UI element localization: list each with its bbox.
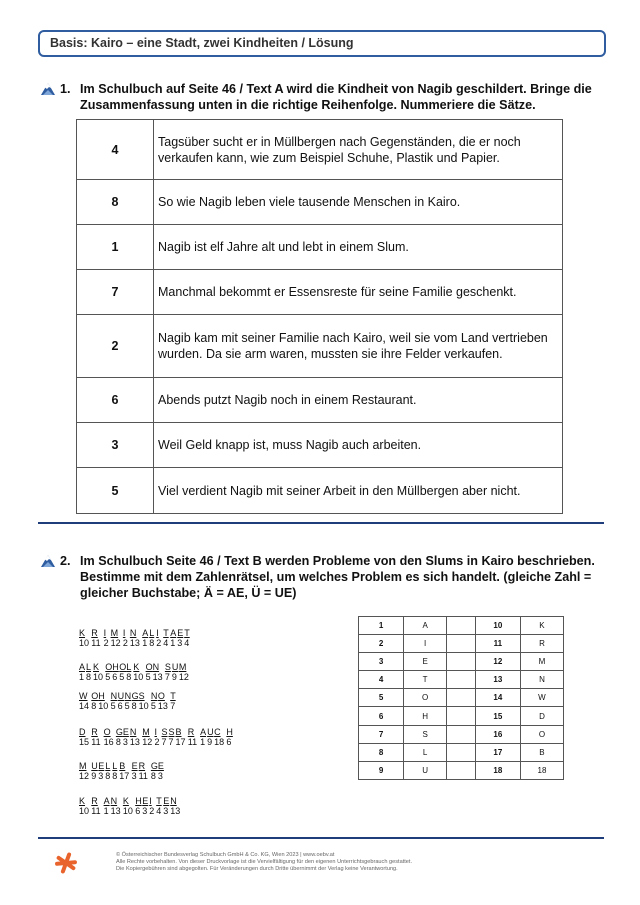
puzzle-number: 11	[91, 806, 101, 816]
puzzle-number: 6	[117, 701, 123, 711]
puzzle-letter: K	[122, 796, 129, 806]
puzzle-number: 6	[112, 672, 118, 682]
task-2-number: 2.	[60, 554, 71, 568]
task-2-instruction: Im Schulbuch Seite 46 / Text B werden Probleme von den Slums in Kairo beschrieben. Bestimme mit dem Zahlenrätsel, um welches Problem es sich handelt. (gleiche Zahl = gleicher Buchstabe; Ä = AE, Ü = UE)	[80, 554, 595, 600]
puzzle-number: 1	[103, 806, 109, 816]
puzzle-letter: S	[161, 727, 168, 737]
puzzle-number: 5	[145, 672, 151, 682]
footer-line-1: © Österreichischer Bundesverlag Schulbuch GmbH & Co. KG, Wien 2023 | www.oebv.at	[116, 852, 335, 858]
footer-line-2: Alle Rechte vorbehalten. Von dieser Druckvorlage ist die Vervielfältigung für den eigenen Unterrichtsgebrauch gestattet.	[116, 859, 413, 865]
puzzle-letter: M	[142, 727, 150, 737]
puzzle-letter: A	[170, 628, 177, 638]
key-number: 10	[475, 617, 520, 635]
key-letter: O	[404, 689, 447, 707]
puzzle-number: 1	[79, 672, 85, 682]
puzzle-letter: A	[79, 662, 86, 672]
puzzle-letter: U	[117, 691, 125, 701]
puzzle-letter: E	[98, 761, 105, 771]
puzzle-number: 9	[91, 771, 97, 781]
puzzle-letter: U	[91, 761, 98, 771]
puzzle-number: 15	[79, 737, 90, 747]
table-row	[77, 315, 563, 378]
key-letter: L	[404, 743, 447, 761]
puzzle-letter: I	[103, 628, 107, 638]
puzzle-number: 7	[164, 672, 170, 682]
puzzle-letter: O	[91, 691, 99, 701]
puzzle-number: 4	[163, 638, 169, 648]
puzzle-number: 3	[177, 638, 183, 648]
puzzle-number: 8	[149, 638, 155, 648]
task-1-number: 1.	[60, 82, 71, 96]
puzzle-number: 1	[200, 737, 206, 747]
key-number: 15	[475, 707, 520, 725]
table-row	[77, 180, 563, 225]
puzzle-number: 2	[156, 638, 162, 648]
puzzle-letter: N	[129, 727, 137, 737]
puzzle-number: 18	[214, 737, 225, 747]
puzzle-number: 1	[170, 638, 176, 648]
puzzle-number: 14	[79, 701, 90, 711]
key-letter: H	[404, 707, 447, 725]
key-empty-cell	[447, 689, 476, 707]
table-row	[77, 225, 563, 270]
mountain-icon	[40, 82, 56, 96]
footer-copyright	[116, 852, 412, 873]
puzzle-number: 7	[168, 737, 174, 747]
puzzle-number: 8	[105, 771, 111, 781]
puzzle-letter: T	[170, 691, 176, 701]
puzzle-letter: A	[142, 628, 149, 638]
puzzle-letter: R	[138, 761, 146, 771]
key-number: 13	[475, 671, 520, 689]
puzzle-number: 9	[207, 737, 213, 747]
puzzle-letter: S	[138, 691, 145, 701]
puzzle-number: 9	[171, 672, 177, 682]
puzzle-number: 4	[156, 806, 162, 816]
puzzle-letter: O	[119, 662, 127, 672]
key-row	[359, 743, 564, 761]
puzzle-letter: B	[119, 761, 126, 771]
puzzle-word	[79, 628, 191, 648]
key-letter: U	[404, 761, 447, 779]
sentence-number: 5	[77, 468, 154, 514]
key-number: 14	[475, 689, 520, 707]
puzzle-number: 5	[105, 672, 111, 682]
key-empty-cell	[447, 671, 476, 689]
task-1	[40, 81, 610, 113]
key-empty-cell	[447, 635, 476, 653]
key-number: 16	[475, 725, 520, 743]
key-row	[359, 725, 564, 743]
key-letter: W	[520, 689, 563, 707]
puzzle-letter: L	[112, 761, 118, 771]
puzzle-letter: M	[178, 662, 187, 672]
key-empty-cell	[447, 725, 476, 743]
puzzle-letter: H	[112, 662, 119, 672]
puzzle-letter: O	[145, 662, 153, 672]
sentence-number: 1	[77, 225, 154, 270]
puzzle-number: 8	[115, 737, 121, 747]
table-row	[77, 378, 563, 423]
task-1-instruction: Im Schulbuch auf Seite 46 / Text A wird die Kindheit von Nagib geschildert. Bringe die Zusammenfassung unten in die richtige Reihenfolge. Nummeriere die Sätze.	[80, 82, 592, 112]
key-empty-cell	[447, 617, 476, 635]
puzzle-number: 10	[93, 672, 104, 682]
table-row	[77, 423, 563, 468]
puzzle-letter: N	[152, 662, 160, 672]
key-letter: O	[520, 725, 563, 743]
puzzle-number: 6	[135, 806, 141, 816]
puzzle-letter: R	[187, 727, 195, 737]
key-letter: T	[404, 671, 447, 689]
key-number: 17	[475, 743, 520, 761]
sentence-text: Tagsüber sucht er in Müllbergen nach Gegenständen, die er noch verkaufen kann, wie zum Beispiel Schuhe, Plastik und Papier.	[154, 120, 563, 180]
sentence-number: 7	[77, 270, 154, 315]
puzzle-letter: I	[154, 727, 157, 737]
puzzle-number: 13	[129, 737, 140, 747]
task-2	[40, 553, 610, 601]
puzzle-letter: R	[91, 727, 98, 737]
puzzle-number: 10	[122, 806, 133, 816]
puzzle-number: 5	[124, 701, 130, 711]
puzzle-number: 17	[175, 737, 186, 747]
puzzle-letter: B	[175, 727, 182, 737]
key-number: 5	[359, 689, 404, 707]
puzzle-number: 2	[149, 806, 155, 816]
puzzle-number: 13	[129, 638, 140, 648]
key-number: 18	[475, 761, 520, 779]
puzzle-letter: R	[91, 628, 98, 638]
key-letter: N	[520, 671, 563, 689]
puzzle-letter: M	[79, 761, 87, 771]
key-number: 12	[475, 653, 520, 671]
puzzle-letter: T	[156, 796, 162, 806]
key-row	[359, 635, 564, 653]
puzzle-letter: K	[79, 796, 86, 806]
puzzle-letter: N	[110, 796, 118, 806]
key-row	[359, 689, 564, 707]
puzzle-letter: C	[214, 727, 221, 737]
key-number: 3	[359, 653, 404, 671]
puzzle-letter: A	[200, 727, 207, 737]
puzzle-number: 3	[131, 771, 137, 781]
puzzle-number: 6	[226, 737, 232, 747]
puzzle-number: 8	[91, 701, 97, 711]
key-number: 1	[359, 617, 404, 635]
puzzle-number: 11	[91, 638, 101, 648]
puzzle-number: 2	[122, 638, 128, 648]
sentence-number: 6	[77, 378, 154, 423]
puzzle-number: 5	[150, 701, 156, 711]
puzzle-number: 11	[187, 737, 198, 747]
puzzle-number: 10	[98, 701, 109, 711]
publisher-logo-icon	[54, 851, 78, 875]
sentence-number: 3	[77, 423, 154, 468]
puzzle-number: 5	[110, 701, 116, 711]
puzzle-number: 8	[131, 701, 137, 711]
key-number: 7	[359, 725, 404, 743]
section-divider	[38, 522, 604, 524]
puzzle-number: 8	[126, 672, 132, 682]
puzzle-letter: I	[149, 796, 152, 806]
puzzle-letter: I	[122, 628, 126, 638]
puzzle-number: 13	[152, 672, 163, 682]
key-empty-cell	[447, 743, 476, 761]
puzzle-number: 12	[110, 638, 121, 648]
puzzle-number: 2	[154, 737, 160, 747]
puzzle-number: 12	[79, 771, 90, 781]
footer-divider	[38, 837, 604, 839]
puzzle-number: 11	[91, 737, 101, 747]
puzzle-letter: K	[79, 628, 86, 638]
puzzle-number: 10	[138, 701, 149, 711]
puzzle-letter: S	[164, 662, 171, 672]
puzzle-letter: E	[157, 761, 164, 771]
key-letter: E	[404, 653, 447, 671]
key-number: 11	[475, 635, 520, 653]
puzzle-letter: W	[79, 691, 88, 701]
sentence-text: Viel verdient Nagib mit seiner Arbeit in den Müllbergen aber nicht.	[154, 468, 563, 514]
puzzle-letter: L	[86, 662, 92, 672]
puzzle-number: 17	[119, 771, 130, 781]
key-letter: M	[520, 653, 563, 671]
puzzle-letter: A	[103, 796, 110, 806]
order-table	[76, 119, 563, 514]
key-empty-cell	[447, 653, 476, 671]
puzzle-letter: H	[98, 691, 105, 701]
key-row	[359, 617, 564, 635]
puzzle-word	[79, 691, 177, 711]
puzzle-letter: E	[142, 796, 149, 806]
table-row	[77, 120, 563, 180]
key-letter: A	[404, 617, 447, 635]
puzzle-letter: D	[79, 727, 86, 737]
letter-key-table	[358, 616, 564, 780]
key-row	[359, 761, 564, 779]
puzzle-number: 3	[122, 737, 128, 747]
puzzle-number: 4	[184, 638, 190, 648]
sentence-number: 8	[77, 180, 154, 225]
puzzle-letter: T	[184, 628, 190, 638]
puzzle-letter: H	[135, 796, 142, 806]
puzzle-letter: N	[170, 796, 177, 806]
puzzle-number: 13	[170, 806, 181, 816]
key-row	[359, 707, 564, 725]
key-letter: B	[520, 743, 563, 761]
puzzle-number: 12	[142, 737, 153, 747]
key-letter: R	[520, 635, 563, 653]
puzzle-word	[79, 662, 191, 682]
puzzle-letter: K	[133, 662, 140, 672]
puzzle-number: 11	[138, 771, 148, 781]
puzzle-letter: S	[168, 727, 175, 737]
puzzle-number: 2	[103, 638, 109, 648]
puzzle-letter: G	[150, 761, 158, 771]
key-row	[359, 671, 564, 689]
key-row	[359, 653, 564, 671]
puzzle-letter: R	[91, 796, 98, 806]
key-number: 8	[359, 743, 404, 761]
puzzle-number: 8	[112, 771, 118, 781]
puzzle-number: 5	[119, 672, 125, 682]
puzzle-letter: E	[177, 628, 184, 638]
key-number: 4	[359, 671, 404, 689]
puzzle-letter: E	[122, 727, 129, 737]
puzzle-number: 10	[79, 806, 90, 816]
key-empty-cell	[447, 761, 476, 779]
table-row	[77, 468, 563, 514]
puzzle-letter: O	[103, 727, 111, 737]
puzzle-word	[79, 796, 182, 816]
sentence-text: Weil Geld knapp ist, muss Nagib auch arbeiten.	[154, 423, 563, 468]
puzzle-number: 3	[157, 771, 163, 781]
puzzle-number: 3	[142, 806, 148, 816]
puzzle-letter: N	[110, 691, 118, 701]
key-number: 9	[359, 761, 404, 779]
mountain-icon	[40, 554, 56, 568]
sentence-text: Nagib ist elf Jahre alt und lebt in einem Slum.	[154, 225, 563, 270]
footer-line-3: Die Kopiergebühren sind abgegolten. Für Veränderungen durch Dritte übernimmt der Verlag keine Verantwortung.	[116, 866, 398, 872]
puzzle-letter: L	[149, 628, 155, 638]
puzzle-letter: O	[105, 662, 113, 672]
puzzle-letter: U	[207, 727, 214, 737]
sentence-text: Manchmal bekommt er Essensreste für seine Familie geschenkt.	[154, 270, 563, 315]
puzzle-number: 1	[142, 638, 148, 648]
page-title: Basis: Kairo – eine Stadt, zwei Kindheiten / Lösung	[38, 30, 606, 57]
puzzle-number: 13	[110, 806, 121, 816]
puzzle-letter: M	[110, 628, 119, 638]
puzzle-number: 3	[98, 771, 104, 781]
puzzle-number: 12	[178, 672, 189, 682]
puzzle-letter: U	[171, 662, 179, 672]
puzzle-letter: E	[163, 796, 170, 806]
key-number: 2	[359, 635, 404, 653]
key-letter: K	[520, 617, 563, 635]
puzzle-letter: E	[131, 761, 138, 771]
puzzle-letter: G	[131, 691, 139, 701]
puzzle-letter: H	[226, 727, 233, 737]
sentence-number: 4	[77, 120, 154, 180]
key-letter: S	[404, 725, 447, 743]
puzzle-letter: N	[124, 691, 132, 701]
sentence-text: So wie Nagib leben viele tausende Menschen in Kairo.	[154, 180, 563, 225]
puzzle-number: 10	[79, 638, 90, 648]
puzzle-number: 8	[150, 771, 156, 781]
puzzle-number: 3	[163, 806, 169, 816]
key-number: 6	[359, 707, 404, 725]
puzzle-letter: N	[150, 691, 158, 701]
puzzle-letter: L	[105, 761, 111, 771]
puzzle-number: 7	[161, 737, 167, 747]
puzzle-letter: L	[126, 662, 132, 672]
puzzle-number: 7	[170, 701, 176, 711]
puzzle-number: 10	[133, 672, 144, 682]
sentence-text: Nagib kam mit seiner Familie nach Kairo, weil sie vom Land vertrieben wurden. Da sie arm waren, mussten sie ihre Felder verkaufen.	[154, 315, 563, 378]
sentence-number: 2	[77, 315, 154, 378]
puzzle-word	[79, 727, 233, 747]
puzzle-letter: O	[157, 691, 165, 701]
table-row	[77, 270, 563, 315]
key-empty-cell	[447, 707, 476, 725]
puzzle-number: 13	[157, 701, 168, 711]
key-letter: 18	[520, 761, 563, 779]
key-letter: I	[404, 635, 447, 653]
puzzle-word	[79, 761, 165, 781]
puzzle-number: 16	[103, 737, 114, 747]
puzzle-letter: K	[93, 662, 100, 672]
puzzle-letter: N	[129, 628, 137, 638]
puzzle-letter: T	[163, 628, 169, 638]
sentence-text: Abends putzt Nagib noch in einem Restaurant.	[154, 378, 563, 423]
key-letter: D	[520, 707, 563, 725]
puzzle-letter: G	[115, 727, 123, 737]
puzzle-number: 8	[86, 672, 92, 682]
puzzle-letter: I	[156, 628, 159, 638]
